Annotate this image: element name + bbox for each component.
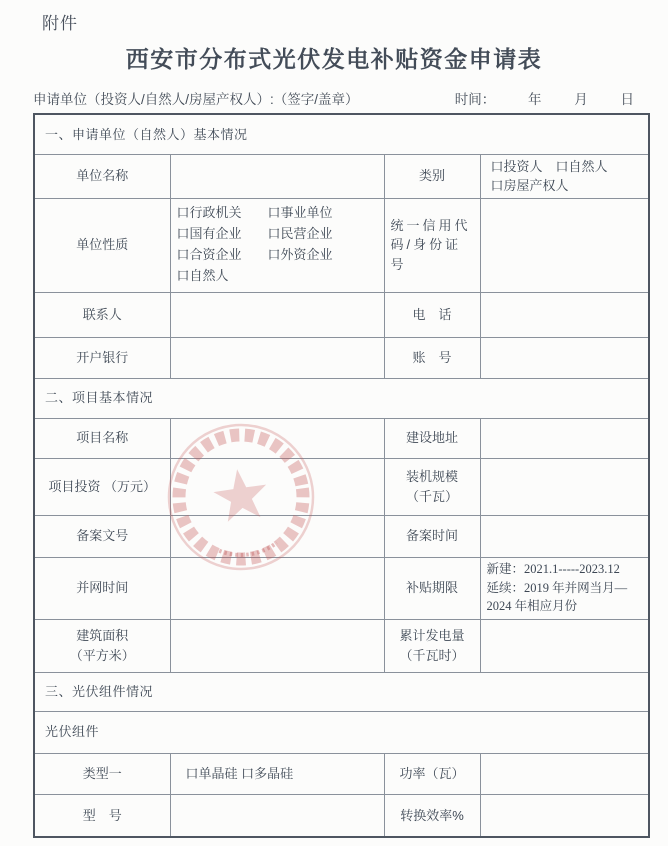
table-row xyxy=(34,154,649,198)
section1-header: 一、申请单位（自然人）基本情况 xyxy=(34,114,649,154)
page-title: 西安市分布式光伏发电补贴资金申请表 xyxy=(125,47,543,72)
type1-label: 类型一 xyxy=(34,753,170,794)
investment-label: 项目投资 （万元） xyxy=(34,458,170,515)
table-row xyxy=(34,292,649,337)
section3-header: 三、光伏组件情况 xyxy=(34,672,649,711)
record-no-label: 备案文号 xyxy=(34,515,170,557)
project-name-value-cell[interactable] xyxy=(170,418,384,458)
bank-label: 开户银行 xyxy=(34,337,170,378)
table-row xyxy=(34,794,649,837)
table-row xyxy=(34,753,649,794)
pv-module-row xyxy=(34,711,649,753)
attachment-label: 附件 xyxy=(42,14,78,33)
record-date-label: 备案时间 xyxy=(384,515,480,557)
date-unit-year: 年 xyxy=(527,92,542,107)
table-row xyxy=(34,198,649,292)
section3-header-row xyxy=(34,672,649,711)
credit-code-value-cell[interactable] xyxy=(480,198,649,292)
section2-header: 二、项目基本情况 xyxy=(34,378,649,418)
date-unit-month: 月 xyxy=(574,92,588,107)
generation-label: 累计发电量 （千瓦时） xyxy=(384,619,480,672)
project-name-label: 项目名称 xyxy=(34,418,170,458)
table-row xyxy=(34,458,649,515)
area-label: 建筑面积 （平方米） xyxy=(34,619,170,672)
grid-date-value-cell[interactable] xyxy=(170,557,384,619)
category-options[interactable]: 口投资人 口自然人 口房屋产权人 xyxy=(480,154,649,198)
account-value-cell[interactable] xyxy=(480,337,649,378)
capacity-label: 装机规模 （千瓦） xyxy=(384,458,480,515)
area-value-cell[interactable] xyxy=(170,619,384,672)
power-label: 功率（瓦） xyxy=(384,753,480,794)
investment-value-cell[interactable] xyxy=(170,458,384,515)
category-label: 类别 xyxy=(384,154,480,198)
applicant-signature-line xyxy=(33,88,648,108)
application-form-table xyxy=(33,113,650,838)
record-date-value-cell[interactable] xyxy=(480,515,649,557)
subsidy-period-label: 补贴期限 xyxy=(384,557,480,619)
date-unit-day: 日 xyxy=(620,92,634,107)
generation-value-cell[interactable] xyxy=(480,619,649,672)
efficiency-label: 转换效率% xyxy=(384,794,480,837)
contact-value-cell[interactable] xyxy=(170,292,384,337)
table-row xyxy=(34,418,649,458)
phone-value-cell[interactable] xyxy=(480,292,649,337)
model-label: 型 号 xyxy=(34,794,170,837)
time-label: 时间： xyxy=(454,92,496,107)
record-no-value-cell[interactable] xyxy=(170,515,384,557)
applicant-line-text: 申请单位（投资人/自然人/房屋产权人）:（签字/盖章） xyxy=(33,92,359,107)
credit-code-label: 统一信用代 码/身份证 号 xyxy=(384,198,480,292)
pv-module-header: 光伏组件 xyxy=(34,711,649,753)
section2-header-row xyxy=(34,378,649,418)
table-row xyxy=(34,619,649,672)
type1-options[interactable]: 口单晶硅 口多晶硅 xyxy=(170,753,384,794)
table-row xyxy=(34,515,649,557)
table-row xyxy=(34,337,649,378)
power-value-cell[interactable] xyxy=(480,753,649,794)
account-label: 账 号 xyxy=(384,337,480,378)
unit-nature-label: 单位性质 xyxy=(34,198,170,292)
efficiency-value-cell[interactable] xyxy=(480,794,649,837)
address-value-cell[interactable] xyxy=(480,418,649,458)
table-row xyxy=(34,557,649,619)
contact-label: 联系人 xyxy=(34,292,170,337)
date-line xyxy=(455,88,648,108)
capacity-value-cell[interactable] xyxy=(480,458,649,515)
unit-name-value-cell[interactable] xyxy=(170,154,384,198)
unit-nature-options[interactable]: 口行政机关 口事业单位 口国有企业 口民营企业 口合资企业 口外资企业 口自然人 xyxy=(170,198,384,292)
section1-header-row xyxy=(34,114,649,154)
phone-label: 电 话 xyxy=(384,292,480,337)
address-label: 建设地址 xyxy=(384,418,480,458)
bank-value-cell[interactable] xyxy=(170,337,384,378)
unit-name-label: 单位名称 xyxy=(34,154,170,198)
model-value-cell[interactable] xyxy=(170,794,384,837)
subsidy-period-value: 新建：2021.1-----2023.12 延续：2019 年并网当月— 2024 年相应月份 xyxy=(480,557,649,619)
grid-date-label: 并网时间 xyxy=(34,557,170,619)
